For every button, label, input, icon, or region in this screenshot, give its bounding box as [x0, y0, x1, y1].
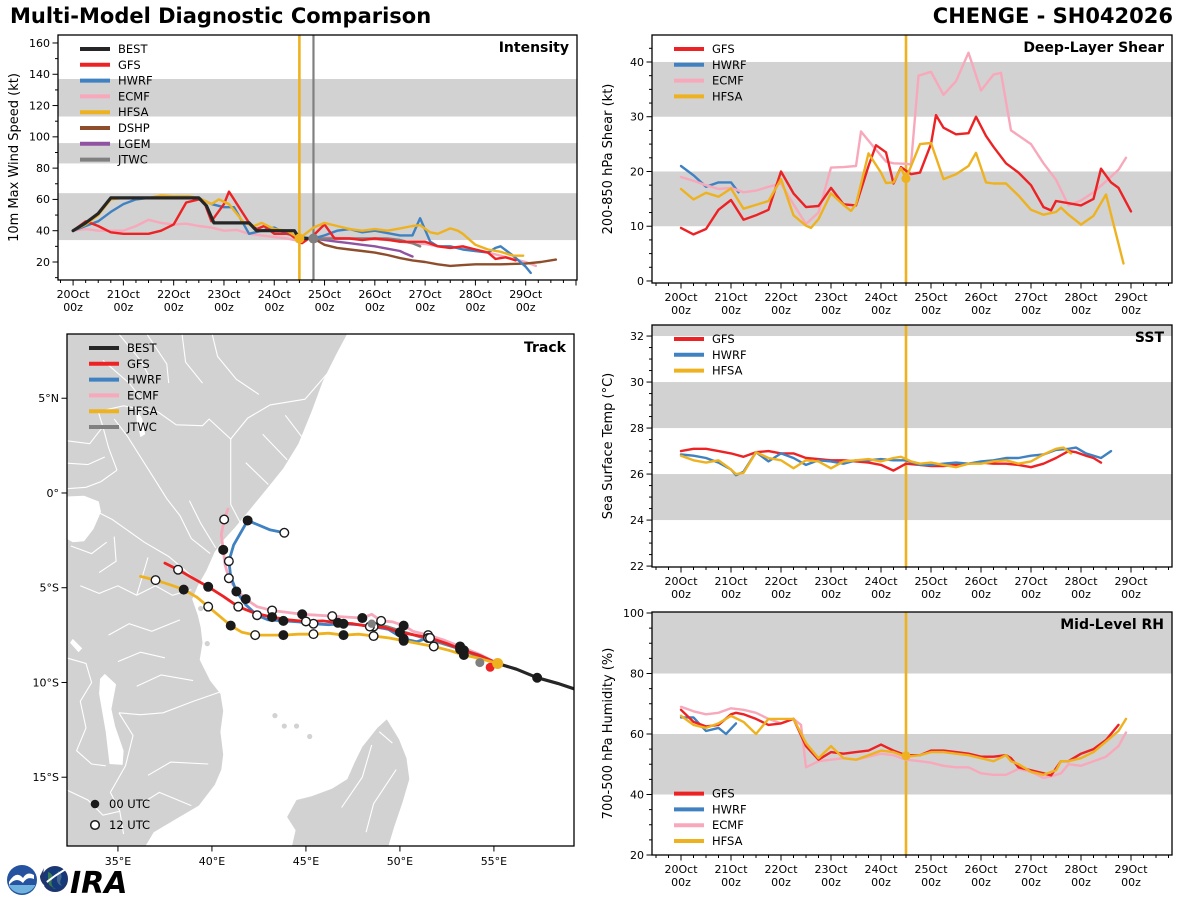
legend-label-best: BEST: [118, 42, 148, 56]
y-tick-label: 20: [630, 165, 644, 179]
x-tick-date: 21Oct: [106, 288, 140, 301]
marker-00utc: [243, 516, 252, 525]
island: [272, 713, 277, 718]
lon-tick-label: 50°E: [386, 855, 414, 868]
marker-00utc: [232, 587, 241, 596]
x-tick-date: 25Oct: [914, 291, 948, 304]
marker-00utc: [533, 673, 542, 682]
marker-00utc: [399, 636, 408, 645]
island: [307, 734, 312, 739]
x-tick-hour: 00z: [971, 304, 991, 317]
x-tick-date: 20Oct: [664, 291, 698, 304]
lat-tick-label: 10°S: [32, 676, 59, 690]
track-end-dot: [368, 620, 376, 628]
cira-logo: [40, 866, 127, 900]
x-tick-hour: 00z: [871, 588, 891, 601]
marker-12utc: [369, 632, 378, 641]
x-tick-date: 27Oct: [1014, 291, 1048, 304]
x-tick-hour: 00z: [314, 301, 335, 314]
lon-tick-label: 40°E: [198, 855, 226, 868]
y-tick-label: 10: [630, 220, 644, 234]
x-tick-date: 28Oct: [1064, 863, 1098, 876]
legend-label-dshp: DSHP: [118, 121, 150, 135]
marker-12utc: [225, 557, 234, 566]
init-dot: [308, 234, 318, 244]
x-tick-date: 28Oct: [458, 288, 492, 301]
x-tick-hour: 00z: [671, 876, 691, 889]
x-tick-hour: 00z: [1021, 876, 1041, 889]
x-tick-hour: 00z: [515, 301, 536, 314]
x-tick-date: 21Oct: [714, 863, 748, 876]
x-tick-date: 20Oct: [56, 288, 90, 301]
legend-label-ecmf: ECMF: [127, 388, 159, 403]
sst-panel-label: SST: [1134, 330, 1164, 346]
x-tick-date: 22Oct: [764, 291, 798, 304]
x-tick-date: 25Oct: [914, 575, 948, 588]
marker-12utc: [204, 602, 213, 611]
legend-label-jtwc: JTWC: [127, 420, 157, 434]
rh-panel-label: Mid-Level RH: [1060, 617, 1164, 633]
x-tick-hour: 00z: [465, 301, 486, 314]
marker-00utc: [219, 546, 228, 555]
marker-12utc: [429, 642, 438, 651]
legend-label-hfsa: HFSA: [127, 404, 158, 419]
y-tick-label: 40: [630, 55, 644, 69]
y-tick-label: 20: [630, 848, 644, 862]
x-tick-hour: 00z: [871, 304, 891, 317]
x-tick-date: 29Oct: [1114, 291, 1148, 304]
legend-label-best: BEST: [127, 341, 157, 355]
lat-tick-label: 5°N: [38, 392, 59, 406]
legend-label-hwrf: HWRF: [712, 347, 747, 362]
sst-ylabel: Sea Surface Temp (°C): [601, 372, 616, 520]
x-tick-hour: 00z: [921, 304, 941, 317]
legend-label-gfs: GFS: [712, 786, 735, 801]
marker-12utc: [302, 617, 311, 626]
x-tick-date: 26Oct: [358, 288, 392, 301]
x-tick-hour: 00z: [821, 304, 841, 317]
x-tick-date: 25Oct: [308, 288, 342, 301]
x-tick-date: 27Oct: [1014, 575, 1048, 588]
x-tick-hour: 00z: [671, 304, 691, 317]
x-tick-hour: 00z: [415, 301, 436, 314]
x-tick-date: 24Oct: [864, 575, 898, 588]
y-tick-label: 30: [630, 375, 644, 389]
marker-12utc: [174, 565, 183, 574]
x-tick-date: 23Oct: [814, 863, 848, 876]
y-tick-label: 24: [630, 513, 644, 527]
x-tick-hour: 00z: [771, 304, 791, 317]
y-tick-label: 60: [630, 727, 644, 741]
x-tick-hour: 00z: [971, 588, 991, 601]
lon-tick-label: 45°E: [292, 855, 320, 868]
y-tick-label: 80: [630, 667, 644, 681]
y-tick-label: 120: [29, 99, 50, 113]
marker-12utc: [151, 576, 160, 585]
y-tick-label: 26: [630, 467, 644, 481]
x-tick-hour: 00z: [1071, 876, 1091, 889]
y-tick-label: 100: [29, 130, 50, 144]
marker-00utc: [339, 631, 348, 640]
marker-00utc: [334, 618, 343, 627]
x-tick-date: 21Oct: [714, 291, 748, 304]
x-tick-hour: 00z: [1021, 304, 1041, 317]
legend-label-gfs: GFS: [118, 57, 141, 72]
x-tick-date: 20Oct: [664, 575, 698, 588]
category-band: [652, 734, 1172, 795]
marker-00utc: [241, 595, 250, 604]
x-tick-hour: 00z: [63, 301, 83, 314]
y-tick-label: 100: [623, 606, 644, 620]
track-panel: [33, 330, 575, 868]
rh-panel: [601, 607, 1172, 889]
lat-tick-label: 0°: [46, 486, 59, 500]
x-tick-hour: 00z: [1021, 588, 1041, 601]
x-tick-date: 29Oct: [1114, 575, 1148, 588]
y-tick-label: 80: [36, 161, 50, 175]
genesis-dot: [492, 658, 503, 669]
x-tick-hour: 00z: [821, 588, 841, 601]
x-tick-hour: 00z: [721, 876, 741, 889]
x-tick-date: 20Oct: [664, 863, 698, 876]
x-tick-hour: 00z: [1071, 588, 1091, 601]
x-tick-hour: 00z: [721, 588, 741, 601]
x-tick-date: 27Oct: [408, 288, 442, 301]
x-tick-hour: 00z: [1121, 588, 1141, 601]
x-tick-hour: 00z: [871, 876, 891, 889]
marker-00utc: [279, 617, 288, 626]
intensity-ylabel: 10m Max Wind Speed (kt): [7, 73, 22, 242]
x-tick-hour: 00z: [163, 301, 184, 314]
shear-panel-label: Deep-Layer Shear: [1023, 40, 1164, 56]
figure-title: Multi-Model Diagnostic Comparison: [10, 4, 432, 28]
lat-tick-label: 15°S: [32, 771, 59, 785]
x-tick-hour: 00z: [921, 588, 941, 601]
legend-label-gfs: GFS: [127, 356, 150, 371]
x-tick-hour: 00z: [1121, 304, 1141, 317]
legend-label-jtwc: JTWC: [118, 152, 148, 167]
x-tick-date: 26Oct: [964, 291, 998, 304]
sst-panel: [601, 325, 1172, 601]
noaa-logo: [7, 865, 37, 895]
legend-label-hfsa: HFSA: [712, 363, 743, 378]
y-tick-label: 28: [630, 421, 644, 435]
marker-00utc: [268, 613, 277, 622]
x-tick-date: 28Oct: [1064, 291, 1098, 304]
legend-label-ecmf: ECMF: [118, 89, 150, 104]
x-tick-date: 29Oct: [1114, 863, 1148, 876]
x-tick-date: 26Oct: [964, 863, 998, 876]
x-tick-hour: 00z: [771, 876, 791, 889]
category-band: [652, 382, 1172, 428]
x-tick-date: 23Oct: [814, 575, 848, 588]
x-tick-date: 21Oct: [714, 575, 748, 588]
x-tick-hour: 00z: [364, 301, 385, 314]
y-tick-label: 22: [630, 559, 644, 573]
legend-label-gfs: GFS: [712, 332, 735, 346]
legend-label-gfs: GFS: [712, 42, 735, 56]
marker-00utc: [204, 582, 213, 591]
x-tick-hour: 00z: [771, 588, 791, 601]
filled-circle-icon: [91, 800, 100, 809]
shear-ylabel: 200-850 hPa Shear (kt): [601, 83, 616, 235]
x-tick-hour: 00z: [721, 304, 741, 317]
x-tick-hour: 00z: [1121, 876, 1141, 889]
x-tick-date: 26Oct: [964, 575, 998, 588]
lon-tick-label: 55°E: [480, 855, 508, 868]
x-tick-date: 24Oct: [864, 863, 898, 876]
init-dot: [902, 751, 911, 760]
x-tick-hour: 00z: [1071, 304, 1091, 317]
marker-12utc: [251, 631, 260, 640]
lat-tick-label: 5°S: [39, 581, 59, 595]
x-tick-date: 22Oct: [764, 575, 798, 588]
x-tick-hour: 00z: [971, 876, 991, 889]
y-tick-label: 160: [29, 36, 50, 50]
legend-label-ecmf: ECMF: [712, 818, 744, 833]
track-panel-label: Track: [524, 340, 566, 356]
legend-label-hwrf: HWRF: [712, 802, 747, 817]
intensity-panel: [7, 35, 577, 314]
rh-ylabel: 700-500 hPa Humidity (%): [601, 647, 616, 820]
x-tick-date: 24Oct: [257, 288, 291, 301]
init-dot: [294, 234, 304, 244]
x-tick-hour: 00z: [921, 876, 941, 889]
x-tick-hour: 00z: [821, 876, 841, 889]
y-tick-label: 0: [637, 274, 644, 288]
x-tick-date: 25Oct: [914, 863, 948, 876]
x-tick-date: 22Oct: [764, 863, 798, 876]
logos: [7, 865, 127, 900]
y-tick-label: 40: [36, 224, 50, 238]
marker-12utc: [309, 630, 318, 639]
x-tick-hour: 00z: [113, 301, 134, 314]
legend-label-lgem: LGEM: [118, 136, 151, 151]
y-tick-label: 30: [630, 110, 644, 124]
x-tick-date: 23Oct: [814, 291, 848, 304]
utc12-label: 12 UTC: [109, 818, 151, 832]
open-circle-icon: [91, 821, 100, 830]
marker-00utc: [179, 585, 188, 594]
legend-label-hwrf: HWRF: [712, 57, 747, 72]
marker-00utc: [460, 651, 469, 660]
marker-00utc: [358, 614, 367, 623]
shear-panel: [601, 35, 1172, 317]
y-tick-label: 60: [36, 193, 50, 207]
legend-label-hfsa: HFSA: [712, 89, 743, 104]
legend-label-hfsa: HFSA: [712, 834, 743, 848]
y-tick-label: 20: [36, 255, 50, 269]
marker-00utc: [279, 631, 288, 640]
utc00-label: 00 UTC: [109, 797, 151, 811]
init-dot: [902, 174, 911, 183]
marker-12utc: [220, 515, 229, 524]
cira-text: IRA: [70, 866, 128, 900]
x-tick-hour: 00z: [671, 588, 691, 601]
island: [205, 641, 210, 646]
x-tick-hour: 00z: [264, 301, 285, 314]
x-tick-date: 29Oct: [509, 288, 543, 301]
intensity-panel-label: Intensity: [498, 40, 569, 56]
x-tick-hour: 00z: [214, 301, 234, 314]
legend-label-ecmf: ECMF: [712, 73, 744, 88]
marker-12utc: [253, 611, 262, 620]
y-tick-label: 140: [29, 68, 50, 82]
marker-00utc: [396, 628, 405, 637]
x-tick-date: 27Oct: [1014, 863, 1048, 876]
island: [294, 723, 299, 728]
island: [198, 606, 203, 611]
marker-12utc: [426, 634, 435, 643]
y-tick-label: 32: [630, 329, 644, 343]
storm-id-title: CHENGE - SH042026: [932, 4, 1173, 28]
lon-tick-label: 35°E: [104, 855, 132, 868]
y-tick-label: 40: [630, 788, 644, 802]
marker-12utc: [280, 528, 289, 537]
genesis-dot: [475, 658, 484, 667]
marker-12utc: [234, 602, 243, 611]
x-tick-date: 28Oct: [1064, 575, 1098, 588]
category-band: [652, 474, 1172, 520]
marker-12utc: [225, 574, 234, 583]
marker-00utc: [226, 621, 235, 630]
marker-12utc: [377, 617, 386, 626]
x-tick-date: 22Oct: [157, 288, 191, 301]
legend-label-hwrf: HWRF: [127, 372, 162, 387]
legend-label-hfsa: HFSA: [118, 105, 149, 120]
x-tick-date: 24Oct: [864, 291, 898, 304]
legend-label-hwrf: HWRF: [118, 73, 153, 88]
island: [282, 723, 287, 728]
x-tick-date: 23Oct: [207, 288, 241, 301]
